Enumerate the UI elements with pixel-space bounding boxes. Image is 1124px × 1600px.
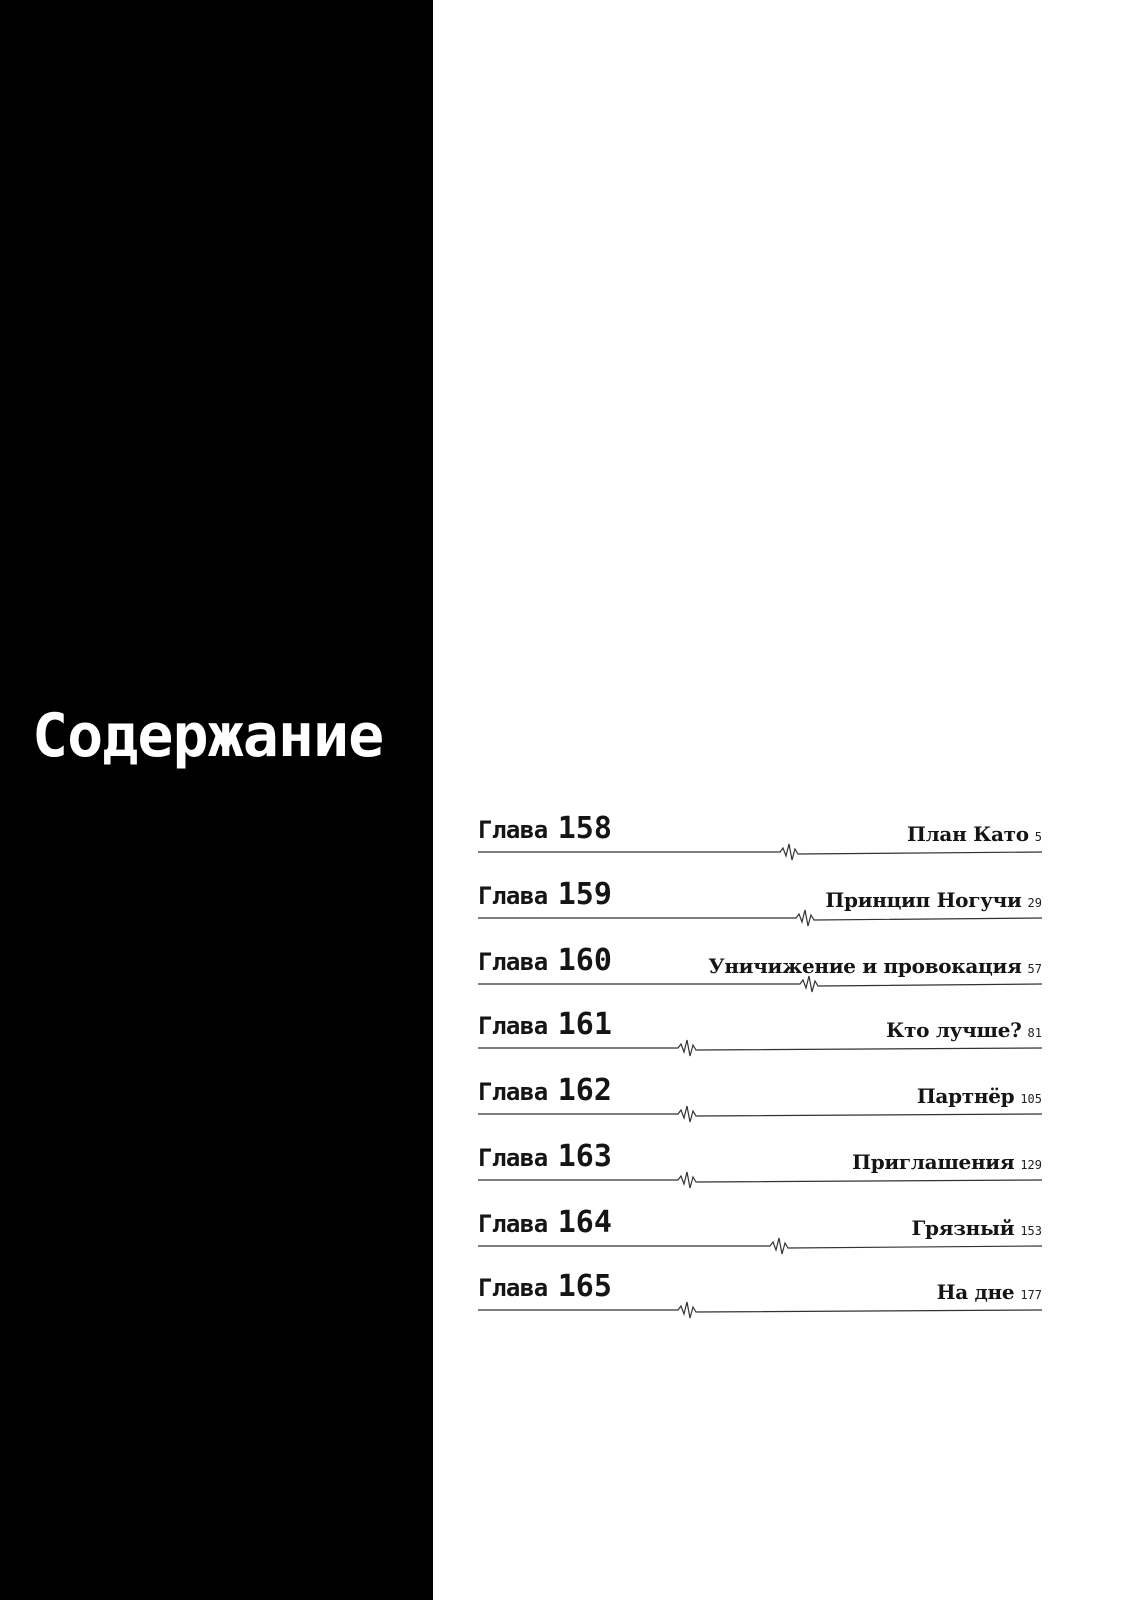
chapter-title: Грязный: [911, 1216, 1015, 1240]
toc-row-160[interactable]: [478, 943, 1042, 998]
chapter-title: Партнёр: [916, 1084, 1015, 1108]
heartbeat-rule: [478, 1038, 1042, 1058]
page-number: 81: [1027, 1026, 1042, 1040]
chapter-label: [478, 877, 612, 912]
chapter-label: [478, 1007, 612, 1042]
black-side-panel: [0, 0, 433, 1600]
chapter-word: Глава: [478, 882, 548, 910]
heartbeat-rule: [478, 974, 1042, 994]
chapter-number: 162: [557, 1073, 612, 1108]
chapter-title: Принцип Ногучи: [825, 888, 1022, 912]
page-number: 29: [1027, 896, 1042, 910]
chapter-label: [478, 943, 612, 978]
chapter-number: 158: [557, 811, 612, 846]
toc-row-163[interactable]: [478, 1139, 1042, 1194]
page-number: 153: [1020, 1224, 1042, 1238]
chapter-number: 164: [557, 1205, 612, 1240]
toc-row-165[interactable]: [478, 1269, 1042, 1324]
heartbeat-rule: [478, 1236, 1042, 1256]
toc-row-159[interactable]: [478, 877, 1042, 932]
chapter-title: На дне: [936, 1280, 1015, 1304]
chapter-number: 160: [557, 943, 612, 978]
chapter-title: План Като: [907, 822, 1029, 846]
toc-row-158[interactable]: [478, 811, 1042, 866]
chapter-label: [478, 1139, 612, 1174]
chapter-number: 165: [557, 1269, 612, 1304]
chapter-label: [478, 1073, 612, 1108]
heartbeat-rule: [478, 1170, 1042, 1190]
heartbeat-rule: [478, 1104, 1042, 1124]
chapter-word: Глава: [478, 816, 548, 844]
toc-row-162[interactable]: [478, 1073, 1042, 1128]
page-number: 129: [1020, 1158, 1042, 1172]
page-number: 105: [1020, 1092, 1042, 1106]
chapter-title: Приглашения: [852, 1150, 1015, 1174]
chapter-label: [478, 811, 612, 846]
contents-heading: Содержание: [32, 701, 384, 771]
chapter-label: [478, 1269, 612, 1304]
page-number: 57: [1027, 962, 1042, 976]
chapter-number: 159: [557, 877, 612, 912]
toc-row-164[interactable]: [478, 1205, 1042, 1260]
page-number: 5: [1034, 830, 1042, 844]
heartbeat-rule: [478, 1300, 1042, 1320]
chapter-word: Глава: [478, 1012, 548, 1040]
chapter-word: Глава: [478, 1274, 548, 1302]
chapter-word: Глава: [478, 948, 548, 976]
heartbeat-rule: [478, 908, 1042, 928]
chapter-word: Глава: [478, 1078, 548, 1106]
chapter-word: Глава: [478, 1144, 548, 1172]
chapter-title: Кто лучше?: [886, 1018, 1022, 1042]
toc-row-161[interactable]: [478, 1007, 1042, 1062]
page-number: 177: [1020, 1288, 1042, 1302]
chapter-label: [478, 1205, 612, 1240]
chapter-title: Уничижение и провокация: [708, 954, 1022, 978]
chapter-number: 163: [557, 1139, 612, 1174]
heartbeat-rule: [478, 842, 1042, 862]
chapter-word: Глава: [478, 1210, 548, 1238]
chapter-number: 161: [557, 1007, 612, 1042]
